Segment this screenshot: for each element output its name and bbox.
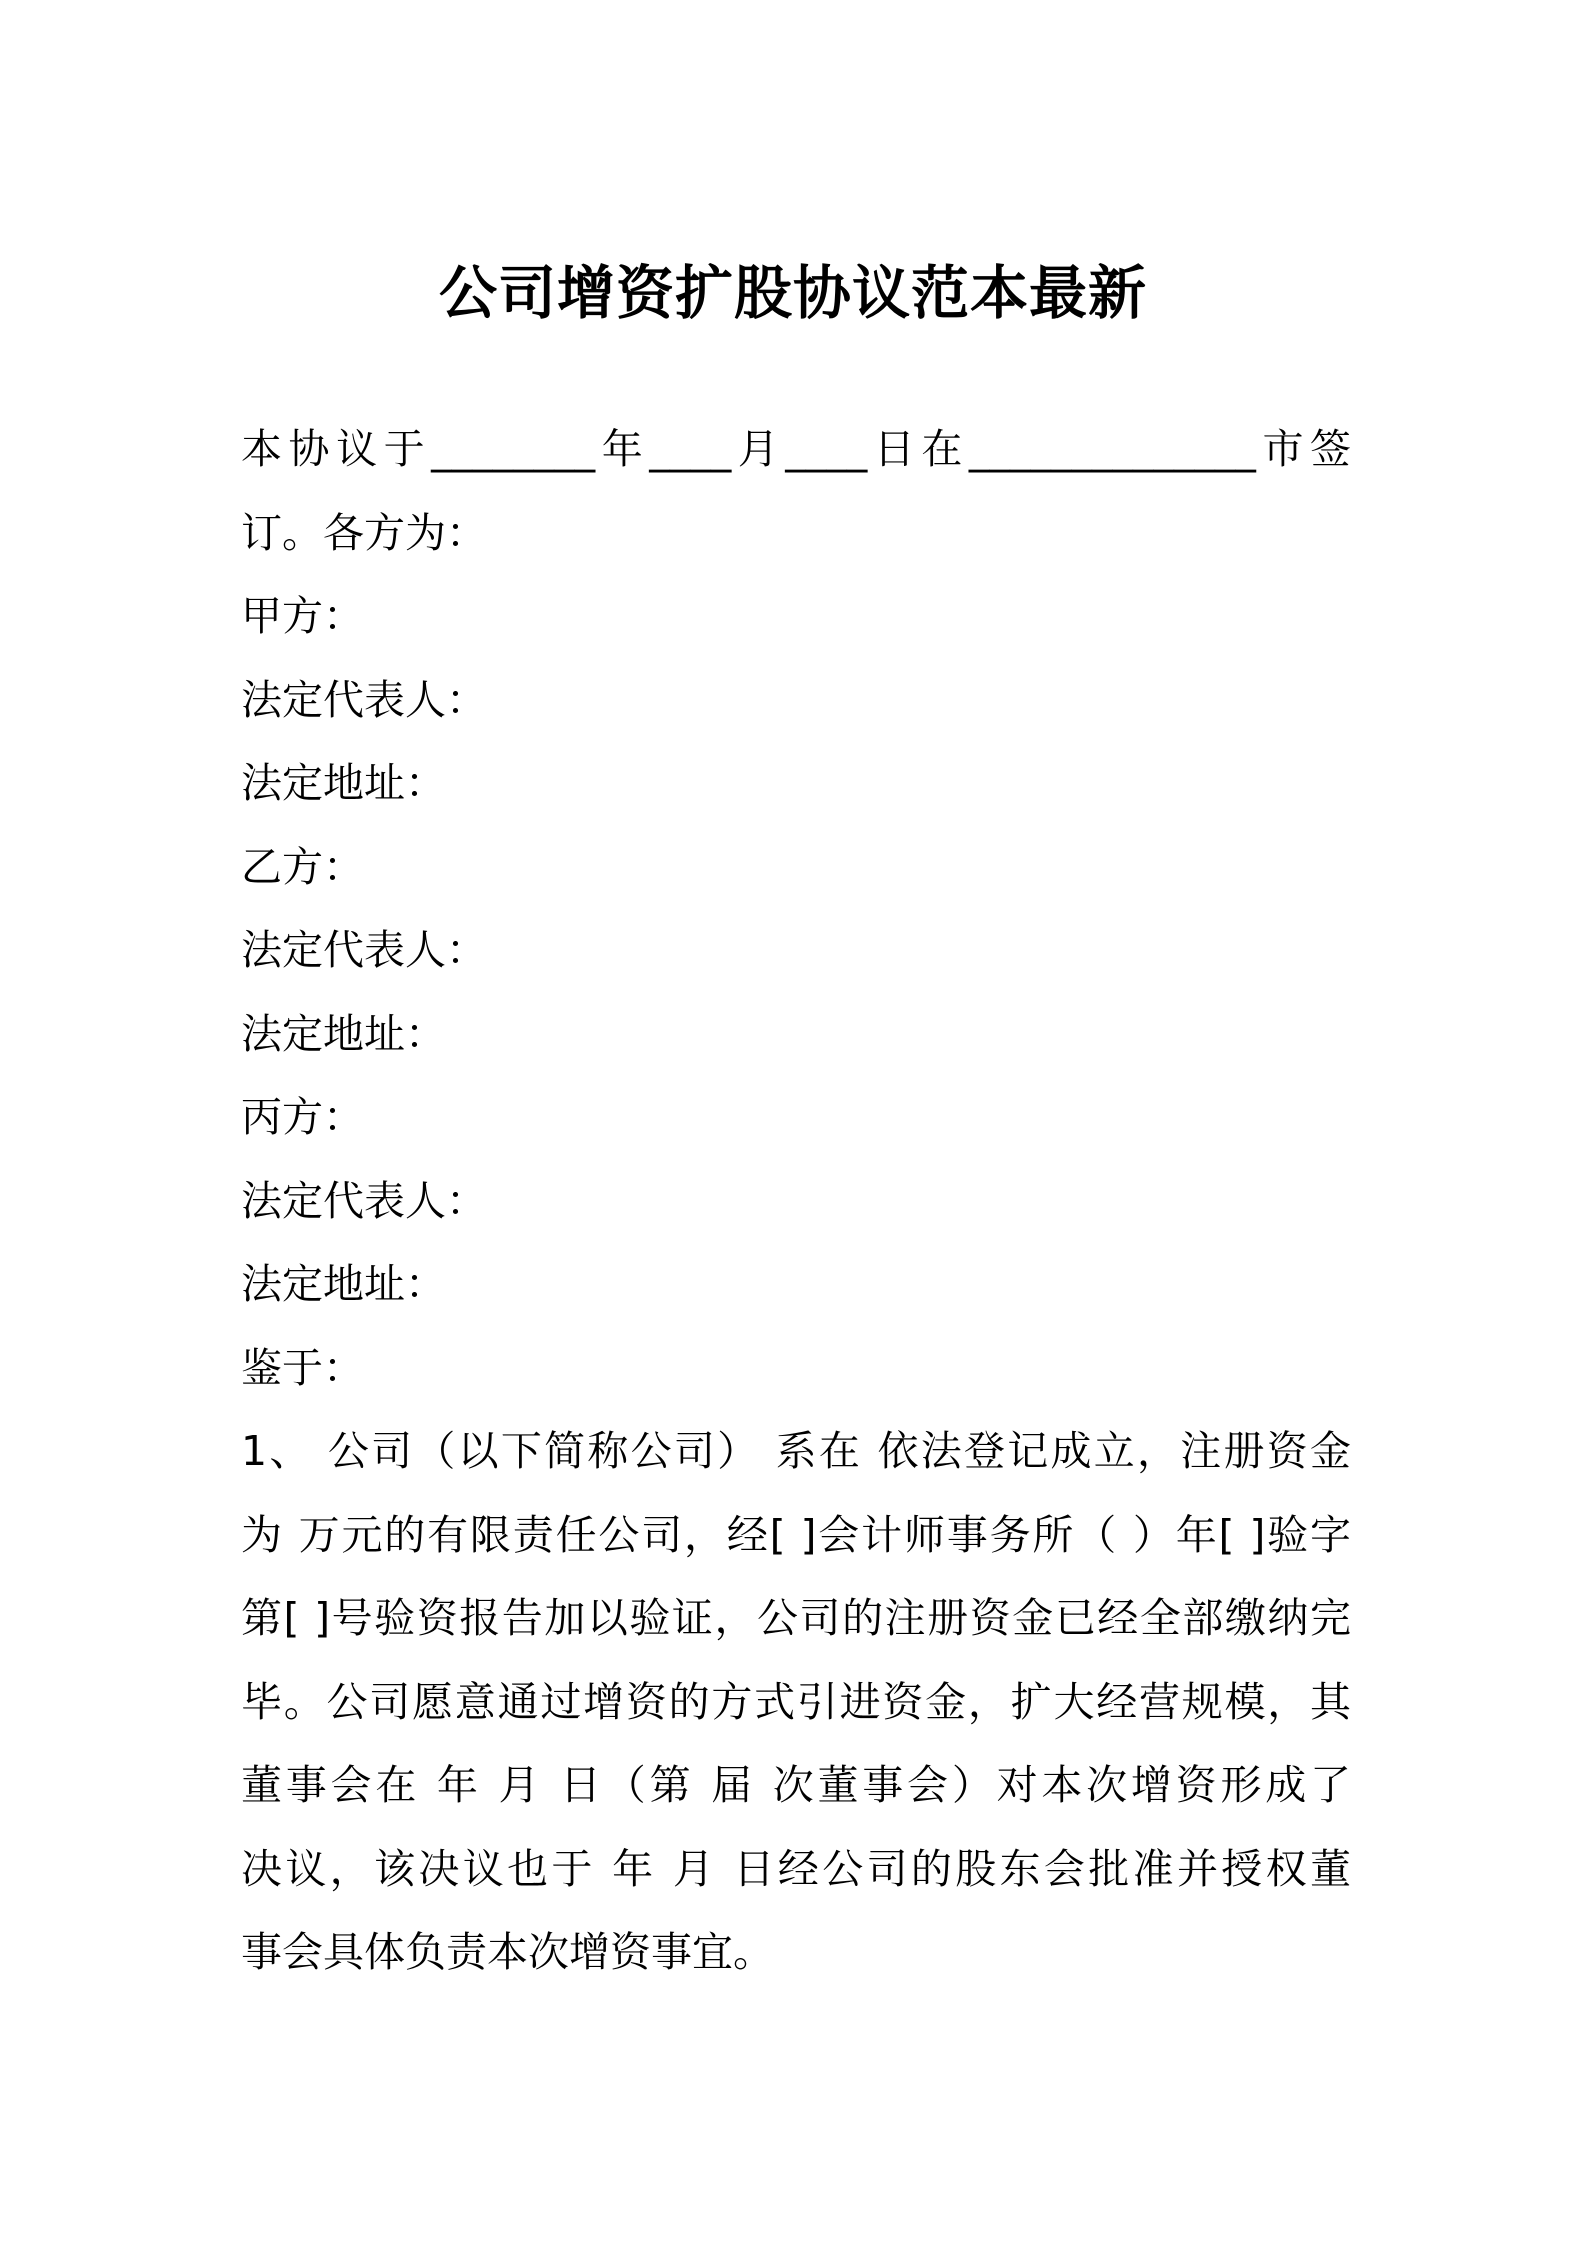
clause-1-line-6: 决议，该决议也于 年 月 日经公司的股东会批准并授权董 bbox=[241, 1844, 1351, 1893]
document-body bbox=[241, 408, 1351, 1995]
party-b-address-label: 法定地址： bbox=[241, 1009, 446, 1058]
party-a-representative-label: 法定代表人： bbox=[241, 675, 487, 724]
party-a-address-label: 法定地址： bbox=[241, 759, 446, 807]
document-title: 公司增资扩股协议范本最新 bbox=[438, 259, 1147, 327]
party-b-representative-label: 法定代表人： bbox=[241, 926, 487, 974]
clause-1-line-7: 事会具体负责本次增资事宜。 bbox=[241, 1928, 774, 1976]
party-b-label: 乙方： bbox=[241, 842, 364, 891]
clause-1-line-1: 1、 公司（以下简称公司） 系在 依法登记成立，注册资金 bbox=[241, 1427, 1351, 1475]
clause-1-line-4: 毕。公司愿意通过增资的方式引进资金，扩大经营规模，其 bbox=[241, 1677, 1351, 1726]
clause-1-line-2: 为 万元的有限责任公司，经[ ]会计师事务所（ ）年[ ]验字 bbox=[241, 1510, 1351, 1559]
clause-1-line-5: 董事会在 年 月 日（第 届 次董事会）对本次增资形成了 bbox=[241, 1761, 1351, 1809]
party-a-label: 甲方： bbox=[241, 592, 364, 640]
intro-line-2: 订。各方为： bbox=[241, 508, 487, 557]
whereas-label: 鉴于： bbox=[241, 1343, 364, 1392]
party-c-address-label: 法定地址： bbox=[241, 1260, 446, 1308]
clause-1-line-3: 第[ ]号验资报告加以验证，公司的注册资金已经全部缴纳完 bbox=[241, 1594, 1351, 1642]
party-c-label: 丙方： bbox=[241, 1093, 364, 1141]
intro-line-1: 本协议于________年____月____日在______________市签 bbox=[241, 425, 1351, 473]
party-c-representative-label: 法定代表人： bbox=[241, 1176, 487, 1225]
